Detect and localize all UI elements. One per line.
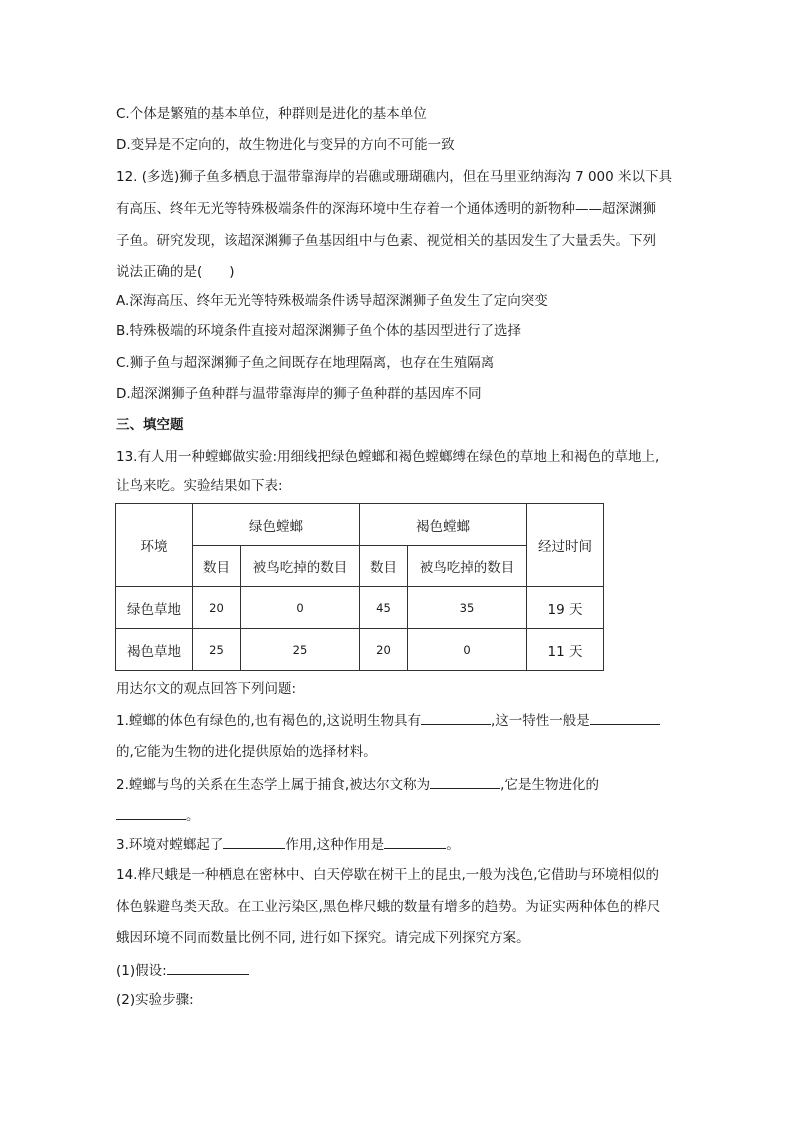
row-green-eaten: 25 [241, 629, 360, 671]
question-13-line-1: 13.有人用一种螳螂做实验:用细线把绿色螳螂和褐色螳螂缚在绿色的草地上和褐色的草地上, [116, 449, 660, 465]
sub-question-3-text-a: 3.环境对螳螂起了 [116, 837, 224, 853]
option-d-q11: D.变异是不定向的，故生物进化与变异的方向不可能一致 [116, 137, 455, 153]
header-brown-mantis: 褐色螳螂 [360, 504, 527, 546]
results-table [115, 503, 604, 671]
answer-blank-2[interactable] [590, 710, 660, 725]
row-environment: 绿色草地 [116, 587, 193, 629]
sub-question-2-text-b: ,它是生物进化的 [500, 777, 599, 793]
hypothesis-blank[interactable] [167, 960, 249, 975]
sub-question-3 [116, 834, 686, 855]
option-d-q12: D.超深渊狮子鱼种群与温带靠海岸的狮子鱼种群的基因库不同 [116, 386, 482, 402]
subheader-green-eaten: 被鸟吃掉的数目 [241, 546, 360, 587]
row-elapsed-time: 11 天 [527, 629, 604, 671]
row-green-eaten: 0 [241, 587, 360, 629]
question-14-line-2: 体色躲避鸟类天敌。在工业污染区,黑色桦尺蛾的数量有增多的趋势。为证实两种体色的桦尺 [116, 899, 661, 915]
row-brown-eaten: 35 [408, 587, 527, 629]
header-elapsed-time: 经过时间 [527, 504, 604, 587]
sub-question-2-text-a: 2.螳螂与鸟的关系在生态学上属于捕食,被达尔文称为 [116, 777, 431, 793]
row-brown-count: 20 [360, 629, 408, 671]
row-green-count: 25 [193, 629, 241, 671]
answer-blank-4[interactable] [116, 805, 186, 820]
hypothesis-line [116, 960, 686, 981]
question-12-line-2: 有高压、终年无光等特殊极端条件的深海环境中生存着一个通体透明的新物种——超深渊狮 [116, 201, 656, 217]
header-green-mantis: 绿色螳螂 [193, 504, 360, 546]
question-14-line-3: 蛾因环境不同而数量比例不同, 进行如下探究。请完成下列探究方案。 [116, 930, 530, 946]
section-heading-fill-in: 三、填空题 [116, 417, 184, 433]
sub-question-2-line-1 [116, 774, 686, 795]
row-brown-count: 45 [360, 587, 408, 629]
option-c-q11: C.个体是繁殖的基本单位，种群则是进化的基本单位 [116, 106, 427, 122]
hypothesis-label: (1)假设: [116, 963, 167, 979]
table-row [116, 587, 604, 629]
sub-question-1-text-a: 1.螳螂的体色有绿色的,也有褐色的,这说明生物具有 [116, 713, 421, 729]
row-green-count: 20 [193, 587, 241, 629]
sub-question-1-line-1 [116, 710, 686, 731]
header-environment: 环境 [116, 504, 193, 587]
table-row [116, 629, 604, 671]
question-12-line-3: 子鱼。研究发现，该超深渊狮子鱼基因组中与色素、视觉相关的基因发生了大量丢失。下列 [116, 233, 656, 249]
question-12-line-1: 12. (多选)狮子鱼多栖息于温带靠海岸的岩礁或珊瑚礁内，但在马里亚纳海沟 7 000 米以下具 [116, 169, 673, 185]
experiment-steps-label: (2)实验步骤: [116, 992, 194, 1008]
answer-blank-5[interactable] [223, 834, 285, 849]
option-c-q12: C.狮子鱼与超深渊狮子鱼之间既存在地理隔离，也存在生殖隔离 [116, 355, 495, 371]
sub-question-3-text-c: 。 [446, 837, 460, 853]
row-brown-eaten: 0 [408, 629, 527, 671]
question-13-line-2: 让鸟来吃。实验结果如下表: [116, 478, 283, 494]
option-a-q12: A.深海高压、终年无光等特殊极端条件诱导超深渊狮子鱼发生了定向突变 [116, 293, 548, 309]
sub-question-1-line-2: 的,它能为生物的进化提供原始的选择材料。 [116, 744, 377, 760]
row-environment: 褐色草地 [116, 629, 193, 671]
row-elapsed-time: 19 天 [527, 587, 604, 629]
subheader-brown-eaten: 被鸟吃掉的数目 [408, 546, 527, 587]
sub-question-3-text-b: 作用,这种作用是 [285, 837, 385, 853]
answer-blank-3[interactable] [430, 774, 500, 789]
question-14-line-1: 14.桦尺蛾是一种栖息在密林中、白天停歇在树干上的昆虫,一般为浅色,它借助与环境相似的 [116, 867, 660, 883]
answer-blank-6[interactable] [384, 834, 446, 849]
sub-question-2-line-2 [116, 805, 686, 826]
question-12-line-4: 说法正确的是( ) [116, 264, 235, 280]
sub-question-2-text-c: 。 [186, 808, 200, 824]
answer-blank-1[interactable] [421, 710, 491, 725]
subheader-brown-count: 数目 [360, 546, 408, 587]
darwin-prompt: 用达尔文的观点回答下列问题: [116, 681, 297, 697]
sub-question-1-text-b: ,这一特性一般是 [490, 713, 590, 729]
option-b-q12: B.特殊极端的环境条件直接对超深渊狮子鱼个体的基因型进行了选择 [116, 323, 522, 339]
subheader-green-count: 数目 [193, 546, 241, 587]
